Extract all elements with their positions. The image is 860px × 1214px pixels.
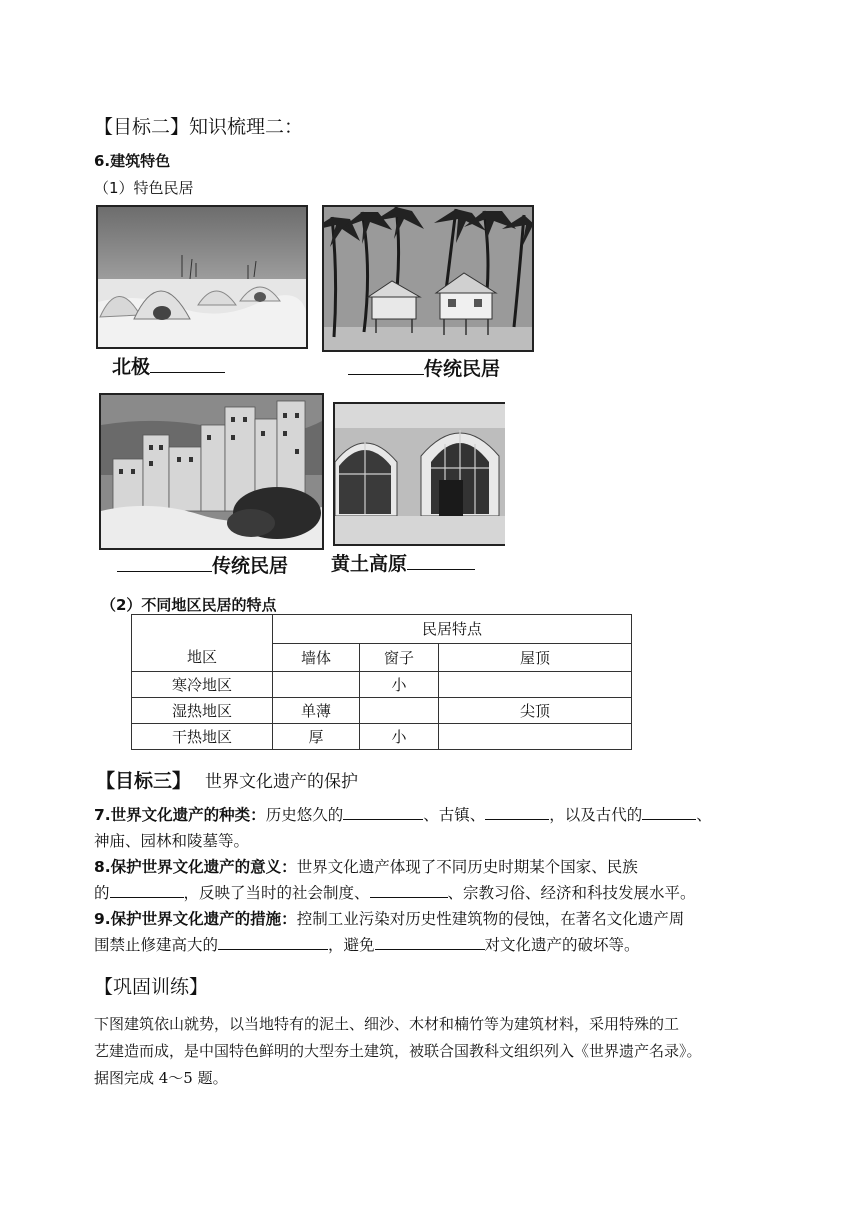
item6-sub2: （2）不同地区民居的特点 (101, 596, 277, 614)
item9-text-3: ，避免 (328, 936, 375, 954)
roof-header: 屋顶 (439, 643, 632, 672)
dwelling-features-table (131, 614, 632, 750)
item9-blank-1[interactable] (218, 933, 328, 950)
loess-caption (331, 549, 475, 576)
table-row (132, 724, 632, 750)
wall-cell[interactable] (273, 672, 360, 698)
item8-text-3: ，反映了当时的社会制度、 (183, 884, 370, 902)
arid-caption (117, 551, 288, 578)
item8-blank-1[interactable] (110, 881, 184, 898)
item9-text-2: 围禁止修建高大的 (94, 936, 219, 954)
tropical-blank[interactable] (348, 358, 424, 375)
loess-blank[interactable] (407, 553, 475, 570)
stilt-house-photo (322, 205, 534, 352)
item7-text-2: 、古镇、 (423, 806, 486, 824)
region-cell: 干热地区 (132, 724, 273, 750)
item9-label: 9.保护世界文化遗产的措施： (94, 910, 297, 928)
arid-blank[interactable] (117, 555, 212, 572)
tropical-caption (348, 354, 500, 381)
item8-text-4: 、宗教习俗、经济和科技发展水平。 (447, 884, 696, 902)
cave-dwelling-photo (333, 402, 505, 546)
item9-text-4: 对文化遗产的破坏等。 (484, 936, 640, 954)
item8-text-2: 的 (94, 884, 110, 902)
roof-cell: 尖顶 (439, 698, 632, 724)
practice-heading: 【巩固训练】 (94, 976, 209, 998)
item7-blank-1[interactable] (343, 803, 423, 820)
table-row (132, 698, 632, 724)
window-cell[interactable] (360, 698, 439, 724)
item6-sub1: （1）特色民居 (94, 179, 194, 197)
practice-text (94, 1011, 794, 1092)
region-cell: 寒冷地区 (132, 672, 273, 698)
goal3-heading (96, 766, 358, 793)
window-cell: 小 (360, 724, 439, 750)
item8 (94, 854, 784, 906)
loess-caption-label: 黄土高原 (331, 553, 408, 575)
practice-line-3: 据图完成 4～5 题。 (94, 1069, 228, 1087)
goal3-bracket: 【目标三】 (96, 770, 192, 792)
item7-text-4: 、 (696, 806, 712, 824)
item8-text-1: 世界文化遗产体现了不同历史时期某个国家、民族 (296, 858, 638, 876)
goal2-heading: 【目标二】知识梳理二： (94, 116, 304, 138)
practice-line-1: 下图建筑依山就势，以当地特有的泥土、细沙、木材和楠竹等为建筑材料，采用特殊的工 (94, 1015, 680, 1033)
item8-label: 8.保护世界文化遗产的意义： (94, 858, 297, 876)
item7-blank-3[interactable] (642, 803, 696, 820)
wall-header: 墙体 (273, 643, 360, 672)
igloo-photo (96, 205, 308, 349)
item9-text-1: 控制工业污染对历史性建筑物的侵蚀，在著名文化遗产周 (296, 910, 685, 928)
practice-line-2: 艺建造而成，是中国特色鲜明的大型夯土建筑，被联合国教科文组织列入《世界遗产名录》。 (94, 1042, 702, 1060)
arid-caption-label: 传统民居 (212, 555, 289, 577)
item7-blank-2[interactable] (485, 803, 549, 820)
arctic-caption (112, 352, 225, 379)
region-cell: 湿热地区 (132, 698, 273, 724)
item8-blank-2[interactable] (370, 881, 448, 898)
item6-title: 6.建筑特色 (94, 152, 171, 170)
roof-cell[interactable] (439, 672, 632, 698)
window-header: 窗子 (360, 643, 439, 672)
item7 (94, 802, 784, 854)
table-row (132, 672, 632, 698)
wall-cell: 单薄 (273, 698, 360, 724)
item7-text-5: 神庙、园林和陵墓等。 (94, 832, 250, 850)
window-cell: 小 (360, 672, 439, 698)
item9-blank-2[interactable] (375, 933, 485, 950)
arid-house-photo (99, 393, 324, 550)
tropical-caption-label: 传统民居 (424, 358, 501, 380)
item7-text-3: ，以及古代的 (549, 806, 643, 824)
roof-cell[interactable] (439, 724, 632, 750)
goal3-title: 世界文化遗产的保护 (205, 772, 359, 792)
features-header: 民居特点 (273, 615, 632, 644)
arctic-blank[interactable] (150, 356, 225, 373)
region-header: 地区 (132, 615, 273, 672)
item9 (94, 906, 784, 958)
arctic-caption-label: 北极 (112, 356, 151, 378)
item7-text-1: 历史悠久的 (265, 806, 344, 824)
item7-label: 7.世界文化遗产的种类： (94, 806, 266, 824)
wall-cell: 厚 (273, 724, 360, 750)
